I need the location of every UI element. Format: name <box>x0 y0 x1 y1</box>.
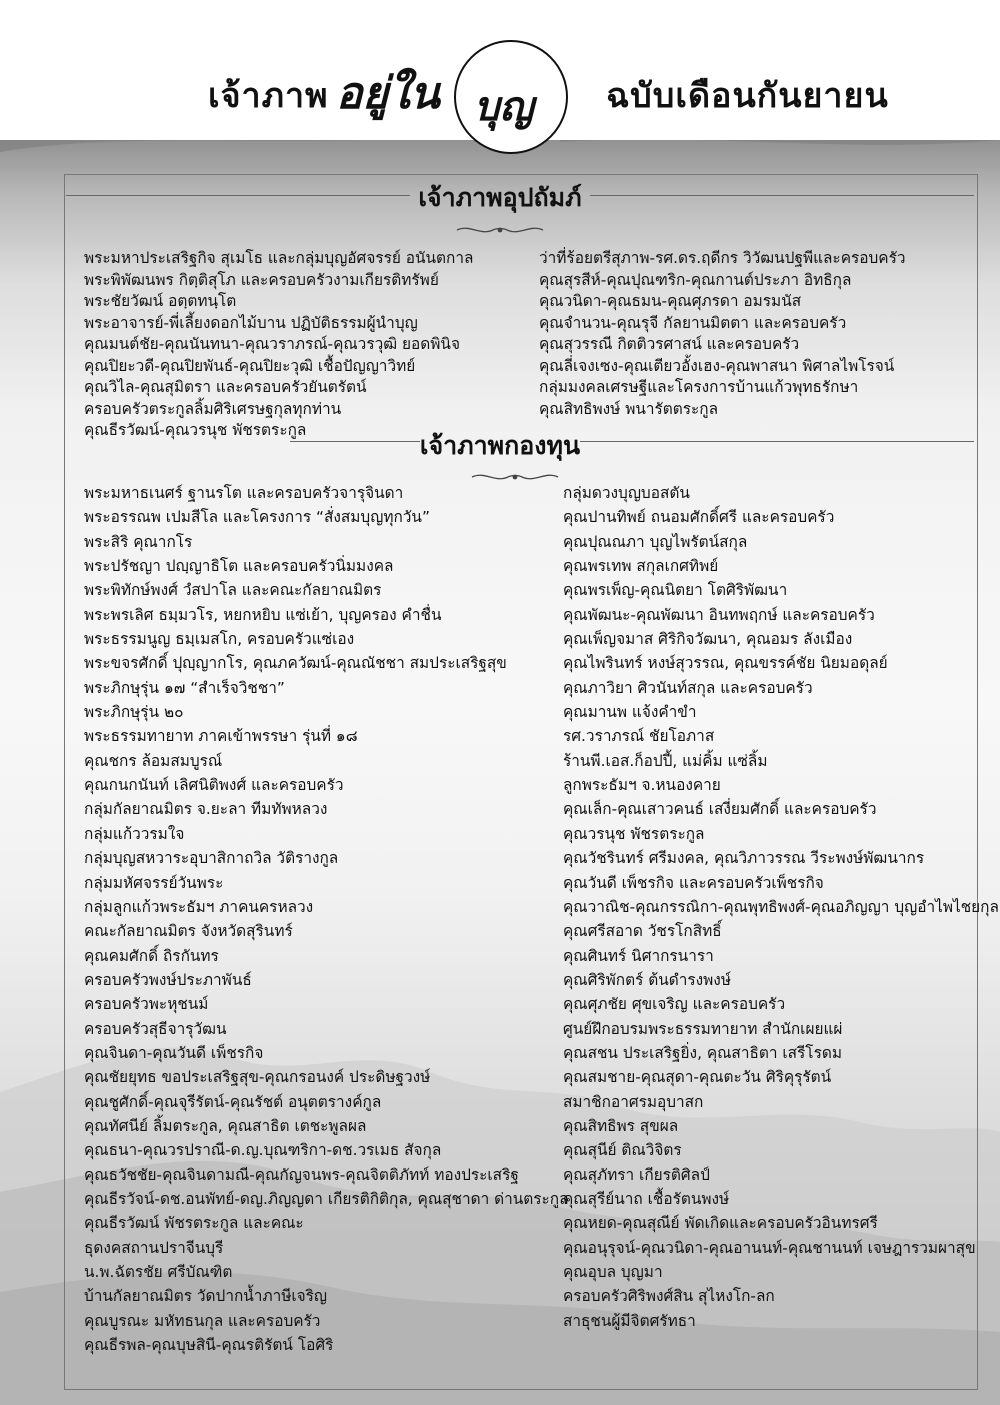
page-header <box>0 0 1000 140</box>
list-item: พระปรัชญา ปญฺญาธิโต และครอบครัวนิ่มมงคล <box>84 557 394 576</box>
list-item: คุณปิยะวดี-คุณปิยพันธ์-คุณปิยะวุฒิ เชื้อปัญญาวิทย์ <box>84 356 416 375</box>
list-item: คุณสุนีย์ ติณวิจิตร <box>563 1141 682 1160</box>
list-item: คุณพัฒนะ-คุณพัฒนา อินทพฤกษ์ และครอบครัว <box>563 605 875 624</box>
list-item: คุณชูศักดิ์-คุณจุรีรัตน์-คุณรัชต์ อนุตตรางค์กูล <box>84 1092 382 1111</box>
list-item: พระมหาธเนศร์ ฐานรโต และครอบครัวจารุจินดา <box>84 484 404 502</box>
list-item: คุณธีรวัฒน์ พัชรตระกูล และคณะ <box>84 1214 304 1233</box>
list-item: คุณสุรีย์นาถ เชื้อรัตนพงษ์ <box>563 1189 730 1208</box>
list-item: ศูนย์ฝึกอบรมพระธรรมทายาท สำนักเผยแผ่ <box>563 1019 843 1038</box>
list-item: คุณธนา-คุณวรปราณี-ด.ญ.บุณฑริกา-ดช.วรเมธ สัจกุล <box>84 1141 442 1160</box>
list-item: คุณวรนุช พัชรตระกูล <box>563 824 705 843</box>
list-item: พระชัยวัฒน์ อตฺตทนฺโต <box>84 292 237 310</box>
list-item: คุณศิริพักตร์ ต้นดำรงพงษ์ <box>563 970 731 989</box>
fund-section-title: เจ้าภาพกองทุน <box>419 431 581 460</box>
list-item: คุณวิไล-คุณสุมิตรา และครอบครัวยันตรัตน์ <box>84 378 367 396</box>
list-item: คุณชัยยุทธ ขอประเสริฐสุข-คุณกรอนงค์ ประดิษฐวงษ์ <box>84 1068 431 1087</box>
list-item: คุณจำนวน-คุณรุจี กัลยานมิตตา และครอบครัว <box>539 313 847 332</box>
list-item: คุณทัศนีย์ ลิ้มตระกูล, คุณสาธิต เตชะพูลผล <box>84 1116 367 1135</box>
list-item: คุณมนต์ชัย-คุณนันทนา-คุณวราภรณ์-คุณวรวุฒิ ยอดพินิจ <box>84 335 460 353</box>
list-item: คุณธวัชชัย-คุณจินดามณี-คุณกัญจนพร-คุณจิตติภัทท์ ทองประเสริฐ <box>84 1165 519 1184</box>
list-item: คุณกนกนันท์ เลิศนิติพงศ์ และครอบครัว <box>84 776 344 795</box>
list-item: สมาชิกอาศรมอุบาสก <box>563 1092 704 1111</box>
list-item: คุณอุบล บุญมา <box>563 1263 663 1281</box>
list-item: พระขจรศักดิ์ ปุญฺญากโร, คุณภควัฒน์-คุณณัชชา สมประเสริฐสุข <box>84 654 507 673</box>
list-item: คุณวันดี เพ็ชรกิจ และครอบครัวเพ็ชรกิจ <box>563 873 824 892</box>
list-item: พระภิกษุรุ่น ๑๗ “สำเร็จวิชชา” <box>84 678 285 697</box>
patron-list-left <box>84 248 473 442</box>
list-item: คุณจินดา-คุณวันดี เพ็ชรกิจ <box>84 1043 264 1062</box>
list-item: คุณปานทิพย์ ถนอมศักดิ์ศรี และครอบครัว <box>563 508 835 527</box>
fund-list-left <box>84 481 569 1357</box>
list-item: กลุ่มดวงบุญบอสตัน <box>563 484 690 502</box>
list-item: คณะกัลยาณมิตร จังหวัดสุรินทร์ <box>84 922 293 941</box>
list-item: คุณสมชาย-คุณสุดา-คุณตะวัน ศิริคุรุรัตน์ <box>563 1068 832 1087</box>
list-item: คุณสุรสีห์-คุณปุณฑริก-คุณกานต์ประภา อิทธิกุล <box>539 270 852 289</box>
list-item: คุณมานพ แจ้งคำขำ <box>563 703 697 722</box>
header-left-text: เจ้าภาพ <box>208 76 329 116</box>
list-item: คุณศรีสอาด วัชรโกสิทธิ์ <box>563 922 722 941</box>
list-item: พระพรเลิศ ธมฺมวโร, หยกหยิบ แซ่เย้า, บุญครอง คำชื่น <box>84 605 442 624</box>
list-item: พระธรรมนูญ ธมฺเมสโก, ครอบครัวแซ่เอง <box>84 630 355 649</box>
fund-list-right <box>563 481 999 1333</box>
list-item: คุณพรเทพ สกุลเกศทิพย์ <box>563 557 719 576</box>
list-item: ลูกพระธัมฯ จ.หนองคาย <box>563 776 721 795</box>
list-item: พระภิกษุรุ่น ๒๐ <box>84 703 184 722</box>
ornament-divider-icon <box>455 223 545 237</box>
list-item: บ้านกัลยาณมิตร วัดปากน้ำภาษีเจริญ <box>84 1287 328 1306</box>
list-item: คุณสชน ประเสริฐยิ่ง, คุณสาธิตา เสรีโรดม <box>563 1043 842 1062</box>
list-item: ครอบครัวพงษ์ประภาพันธ์ <box>84 970 252 989</box>
list-item: สาธุชนผู้มีจิตศรัทธา <box>563 1311 696 1330</box>
list-item: คุณธีรวัจน์-ดช.อนพัทย์-ดญ.ภิญญดา เกียรติกิติกุล, คุณสุชาดา ด่านตระกูล <box>84 1189 569 1208</box>
list-item: ธุดงคสถานปราจีนบุรี <box>84 1238 224 1257</box>
list-item: คุณสุภัทรา เกียรติศิลป์ <box>563 1165 710 1184</box>
list-item: พระสิริ คุณากโร <box>84 532 193 551</box>
list-item: คุณศินทร์ นิศากรนารา <box>563 946 714 965</box>
list-item: ครอบครัวสุธีจารุวัฒน <box>84 1019 227 1038</box>
list-item: คุณพรเพ็ญ-คุณนิตยา โตศิริพัฒนา <box>563 581 788 600</box>
list-item: คุณชกร ล้อมสมบูรณ์ <box>84 751 223 770</box>
list-item: ครอบครัวศิริพงศ์สิน สุไหงโก-ลก <box>563 1287 775 1306</box>
list-item: พระอรรณพ เปมสีโล และโครงการ “สั่งสมบุญทุกวัน” <box>84 508 430 527</box>
list-item: คุณวัชรินทร์ ศรีมงคล, คุณวิภาวรรณ วีระพงษ์พัฒนากร <box>563 849 925 868</box>
list-item: คุณบูรณะ มหัทธนกุล และครอบครัว <box>84 1311 321 1330</box>
list-item: ว่าที่ร้อยตรีสุภาพ-รศ.ดร.ฤดีกร วิวัฒนปฐพีและครอบครัว <box>539 249 906 267</box>
list-item: ครอบครัวพะหุชนม์ <box>84 995 209 1014</box>
list-item: คุณหยด-คุณสุณีย์ พัดเกิดและครอบครัวอินทรศรี <box>563 1214 878 1233</box>
logo-word-second: บุญ <box>474 83 534 130</box>
magazine-logo <box>336 52 576 132</box>
list-item: คุณลี่เจงเซง-คุณเตียวอั้งเฮง-คุณพาสนา พิศาลไพโรจน์ <box>539 356 895 375</box>
list-item: คุณวาณิช-คุณกรรณิกา-คุณพุทธิพงศ์-คุณอภิญญา บุญอำไพไชยกุล <box>563 897 999 916</box>
patron-list-right <box>539 248 905 420</box>
logo-word-first: อยู่ใน <box>336 68 440 119</box>
list-item: คุณสุวรรณี กิตติวรศาสน์ และครอบครัว <box>539 335 800 353</box>
list-item: คุณไพรินทร์ หงษ์สุวรรณ, คุณขรรค์ชัย นิยมอดุลย์ <box>563 654 888 673</box>
list-item: กลุ่มลูกแก้วพระธัมฯ ภาคนครหลวง <box>84 897 314 916</box>
list-item: คุณเพ็ญจมาส ศิริกิจวัฒนา, คุณอมร ลังเมือง <box>563 630 853 649</box>
list-item: พระพิทักษ์พงศ์ วํสปาโล และคณะกัลยาณมิตร <box>84 581 382 600</box>
list-item: คุณวนิดา-คุณธมน-คุณศุภรดา อมรมนัส <box>539 292 802 310</box>
list-item: กลุ่มกัลยาณมิตร จ.ยะลา ทีมทัพหลวง <box>84 800 328 819</box>
list-item: รศ.วราภรณ์ ชัยโอภาส <box>563 727 715 746</box>
list-item: คุณภาวิยา ศิวนันท์สกุล และครอบครัว <box>563 678 813 697</box>
list-item: ครอบครัวตระกูลลิ้มศิริเศรษฐกุลทุกท่าน <box>84 399 342 418</box>
list-item: ร้านพี.เอส.ก็อปปี้, แม่คิ้ม แซ่ลิ้ม <box>563 751 768 770</box>
list-item: น.พ.ฉัตรชัย ศรีบัณฑิต <box>84 1263 233 1281</box>
list-item: คุณปุณณภา บุญไพรัตน์สกุล <box>563 532 748 551</box>
list-item: คุณธีรพล-คุณบุษสินี-คุณรติรัตน์ โอศิริ <box>84 1336 334 1355</box>
list-item: คุณอนุรุจน์-คุณวนิดา-คุณอานนท์-คุณชานนท์ เจษฎารวมผาสุข <box>563 1238 976 1257</box>
list-item: พระอาจารย์-พี่เลี้ยงดอกไม้บาน ปฏิบัติธรรมผู้นำบุญ <box>84 313 418 332</box>
list-item: คุณศุภชัย ศุขเจริญ และครอบครัว <box>563 995 786 1014</box>
list-item: คุณเล็ก-คุณเสาวคนธ์ เสงี่ยมศักดิ์ และครอบครัว <box>563 800 877 819</box>
list-item: คุณสิทธิพร สุขผล <box>563 1116 679 1135</box>
list-item: กลุ่มแก้ววรมใจ <box>84 824 185 843</box>
list-item: คุณสิทธิพงษ์ พนารัตตระกูล <box>539 399 719 418</box>
list-item: คุณคมศักดิ์ ถิรกันทร <box>84 946 219 965</box>
list-item: กลุ่มมงคลเศรษฐีและโครงการบ้านแก้วพุทธรักษา <box>539 378 859 396</box>
patron-section-title: เจ้าภาพอุปถัมภ์ <box>418 183 582 212</box>
list-item: พระพิพัฒนพร กิตฺติสุโภ และครอบครัวงามเกียรติทรัพย์ <box>84 270 439 289</box>
list-item: พระมหาประเสริฐกิจ สุเมโธ และกลุ่มบุญอัศจรรย์ อนันตกาล <box>84 249 474 267</box>
issue-label: ฉบับเดือนกันยายน <box>606 76 889 116</box>
list-item: คุณธีรวัฒน์-คุณวรนุช พัชรตระกูล <box>84 421 307 439</box>
list-item: กลุ่มบุญสหวาระอุบาสิกาถวิล วัติรางกูล <box>84 849 339 868</box>
list-item: กลุ่มมหัศจรรย์วันพระ <box>84 873 224 892</box>
list-item: พระธรรมทายาท ภาคเข้าพรรษา รุ่นที่ ๑๘ <box>84 727 358 746</box>
